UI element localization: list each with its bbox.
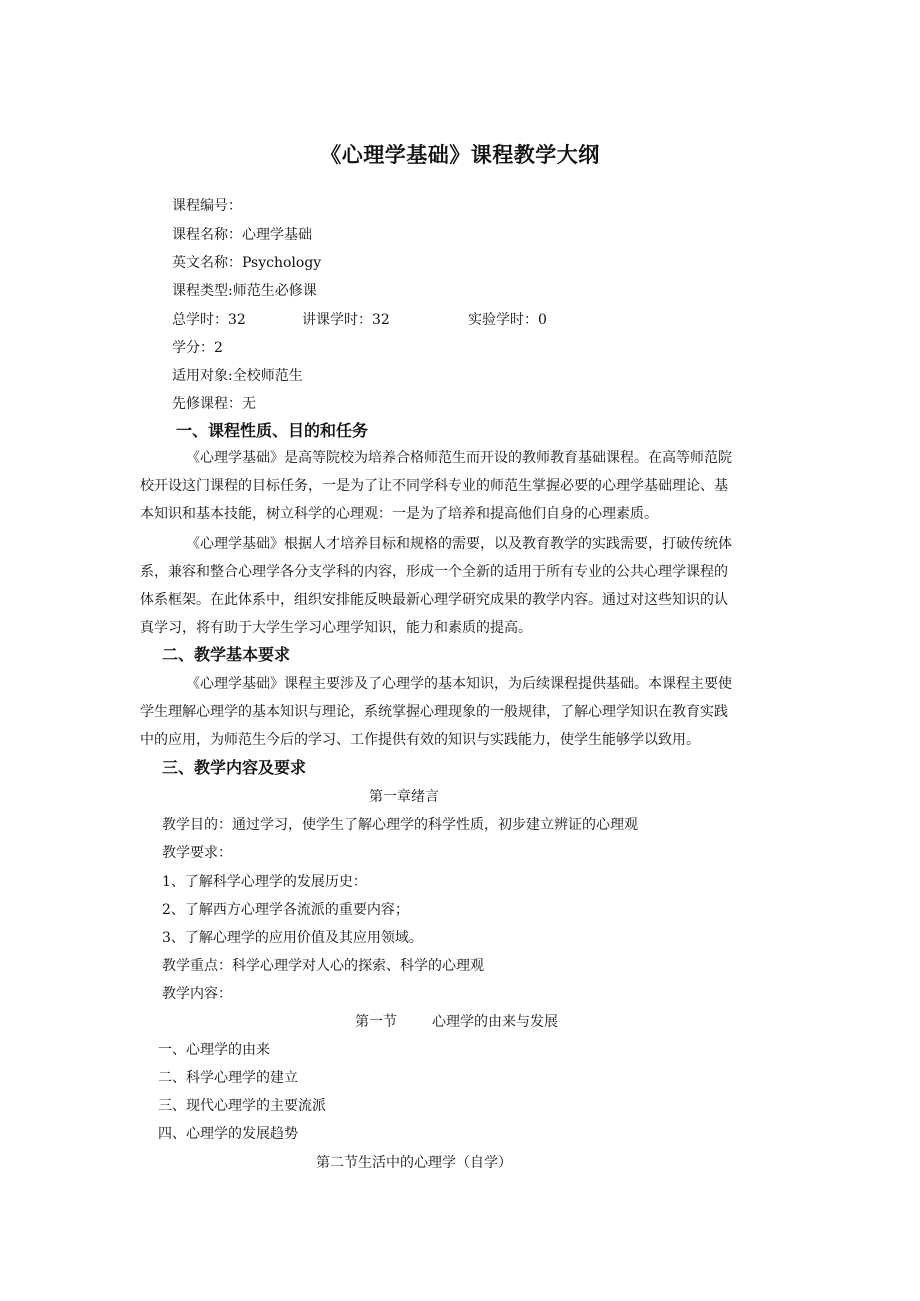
total-hours: 总学时：32 bbox=[172, 312, 246, 328]
paragraph-line: 中的应用，为师范生今后的学习、工作提供有效的知识与实践能力，使学生能够学以致用。 bbox=[140, 732, 700, 748]
english-name: 英文名称：Psychology bbox=[172, 255, 322, 271]
content-item: 二、科学心理学的建立 bbox=[158, 1070, 298, 1086]
lab-hours: 实验学时：0 bbox=[468, 312, 547, 328]
section-1-title: 心理学的由来与发展 bbox=[432, 1014, 558, 1030]
paragraph-line: 真学习，将有助于大学生学习心理学知识，能力和素质的提高。 bbox=[140, 620, 532, 636]
credits: 学分：2 bbox=[172, 340, 223, 356]
course-code: 课程编号： bbox=[172, 198, 242, 214]
paragraph-line: 体系框架。在此体系中，组织安排能反映最新心理学研究成果的教学内容。通过对这些知识的认 bbox=[140, 592, 728, 608]
section-2-heading: 二、教学基本要求 bbox=[162, 645, 291, 664]
content-item: 三、现代心理学的主要流派 bbox=[158, 1098, 326, 1114]
paragraph-line: 本知识和基本技能，树立科学的心理观：一是为了培养和提高他们自身的心理素质。 bbox=[140, 506, 658, 522]
section-3-heading: 三、教学内容及要求 bbox=[162, 758, 307, 777]
lecture-hours: 讲课学时：32 bbox=[302, 312, 390, 328]
section-1-paragraph-2 bbox=[140, 530, 732, 642]
paragraph-line: 校开设这门课程的目标任务，一是为了让不同学科专业的师范生掌握必要的心理学基础理论、基 bbox=[140, 478, 728, 494]
paragraph-line: 《心理学基础》课程主要涉及了心理学的基本知识，为后续课程提供基础。本课程主要使 bbox=[186, 676, 732, 692]
section-1-heading: 一、课程性质、目的和任务 bbox=[176, 421, 369, 440]
requirement-item: 1、了解科学心理学的发展历史： bbox=[162, 874, 367, 890]
content-item: 四、心理学的发展趋势 bbox=[158, 1126, 298, 1142]
section-2-paragraph-1 bbox=[140, 670, 732, 754]
teaching-objective: 教学目的：通过学习，使学生了解心理学的科学性质，初步建立辨证的心理观 bbox=[162, 817, 638, 833]
teaching-focus: 教学重点：科学心理学对人心的探索、科学的心理观 bbox=[162, 958, 484, 974]
teaching-content-label: 教学内容： bbox=[162, 986, 232, 1002]
course-name: 课程名称：心理学基础 bbox=[172, 227, 312, 243]
section-1-number: 第一节 bbox=[355, 1014, 397, 1030]
course-type: 课程类型:师范生必修课 bbox=[172, 283, 317, 299]
chapter-1-heading: 第一章绪言 bbox=[369, 789, 439, 805]
audience: 适用对象:全校师范生 bbox=[172, 368, 303, 384]
paragraph-line: 《心理学基础》是高等院校为培养合格师范生而开设的教师教育基础课程。在高等师范院 bbox=[186, 450, 732, 466]
paragraph-line: 系，兼容和整合心理学各分支学科的内容，形成一个全新的适用于所有专业的公共心理学课程的 bbox=[140, 564, 728, 580]
teaching-requirements-label: 教学要求： bbox=[162, 845, 232, 861]
prerequisite: 先修课程：无 bbox=[172, 396, 256, 412]
section-1-paragraph-1 bbox=[140, 444, 732, 528]
content-item: 一、心理学的由来 bbox=[158, 1042, 270, 1058]
paragraph-line: 《心理学基础》根据人才培养目标和规格的需要，以及教育教学的实践需要，打破传统体 bbox=[186, 536, 732, 552]
requirement-item: 3、了解心理学的应用价值及其应用领域。 bbox=[162, 930, 423, 946]
paragraph-line: 学生理解心理学的基本知识与理论，系统掌握心理现象的一般规律，了解心理学知识在教育实践 bbox=[140, 704, 728, 720]
document-title: 《心理学基础》课程教学大纲 bbox=[320, 143, 600, 167]
requirement-item: 2、了解西方心理学各流派的重要内容； bbox=[162, 902, 409, 918]
section-2-heading-chapter: 第二节生活中的心理学（自学） bbox=[316, 1155, 512, 1171]
